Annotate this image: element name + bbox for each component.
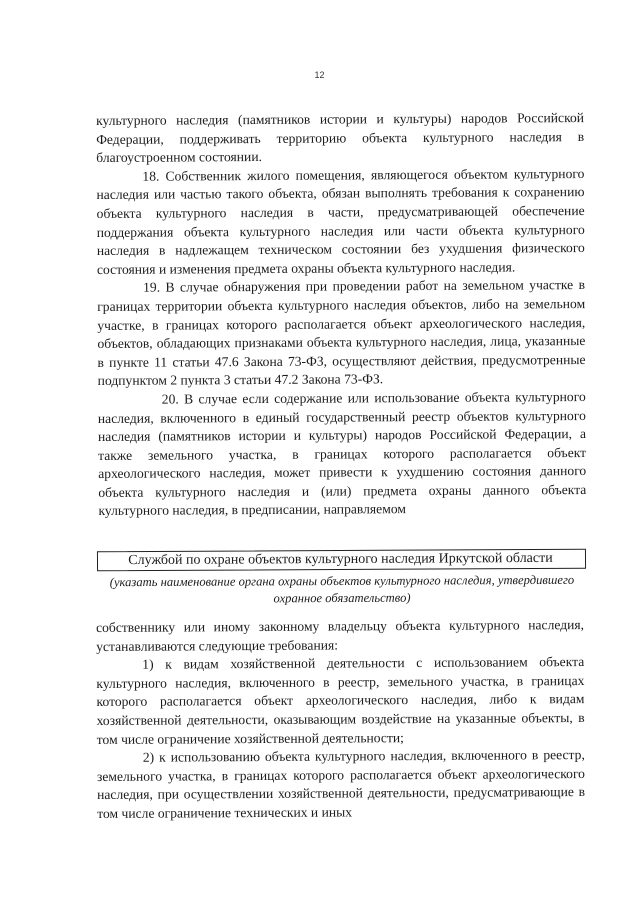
requirement-item-1: 1) к видам хозяйственной деятельности с использованием объекта культурного наследия, включенного в реестр, земельного участка, в границах которого располагается объект археологического наследия, либо к видам хозяйственной деятельности, оказывающим воздействие на указанные объекты, в том числе ограничение хозяйственной деятельности; <box>96 654 585 747</box>
authority-name: Службой по охране объектов культурного наследия Иркутской области <box>128 550 553 569</box>
requirement-item-2: 2) к использованию объекта культурного наследия, включенного в реестр, земельного участка, в границах которого располагается объект археологического наследия, при осуществлении хозяйственной деятельности, предусматривающие в том числе ограничение технических и иных <box>96 747 586 821</box>
page-number: 12 <box>314 70 325 80</box>
body-text-top <box>96 109 586 521</box>
body-text-bottom <box>96 616 585 824</box>
paragraph-20: 20. В случае если содержание или использование объекта культурного наследия, включенного в единый государственный реестр объектов культурного наследия (памятников истории и культуры) народов Российской Федерации, а также земельного участка, в границах которого располагается объект археологического наследия, может привести к ухудшению состояния данного объекта культурного наследия и (или) предмета охраны данного объекта культурного наследия, в предписании, направляемом <box>97 388 587 519</box>
paragraph-continuation: культурного наследия (памятников истории и культуры) народов Российской Федерации, поддерживать территорию объекта культурного наследия в благоустроенном состоянии. <box>96 110 585 166</box>
paragraph-19: 19. В случае обнаружения при проведении работ на земельном участке в границах территории объекта культурного наследия объектов, либо на земельном участке, в границах которого располагается объект археологического наследия, объектов, обладающих признаками объекта культурного наследия, лица, указанные в пункте 11 статьи 47.6 Закона 73-ФЗ, осуществляют действия, предусмотренные подпунктом 2 пункта 3 статьи 47.2 Закона 73-ФЗ. <box>97 277 586 389</box>
paragraph-requirements-intro: собственнику или иному законному владельцу объекта культурного наследия, устанавливаются следующие требования: <box>96 617 585 654</box>
authority-caption: (указать наименование органа охраны объектов культурного наследия, утвердившего охранное обязательство) <box>109 572 575 606</box>
paragraph-18: 18. Собственник жилого помещения, являющегося объектом культурного наследия или частью такого объекта, обязан выполнять требования к сохранению объекта культурного наследия в части, предусматривающей обеспечение поддержания объекта культурного наследия или части объекта культурного наследия в надлежащем техническом состоянии без ухудшения физического состояния и изменения предмета охраны объекта культурного наследия. <box>96 165 585 277</box>
